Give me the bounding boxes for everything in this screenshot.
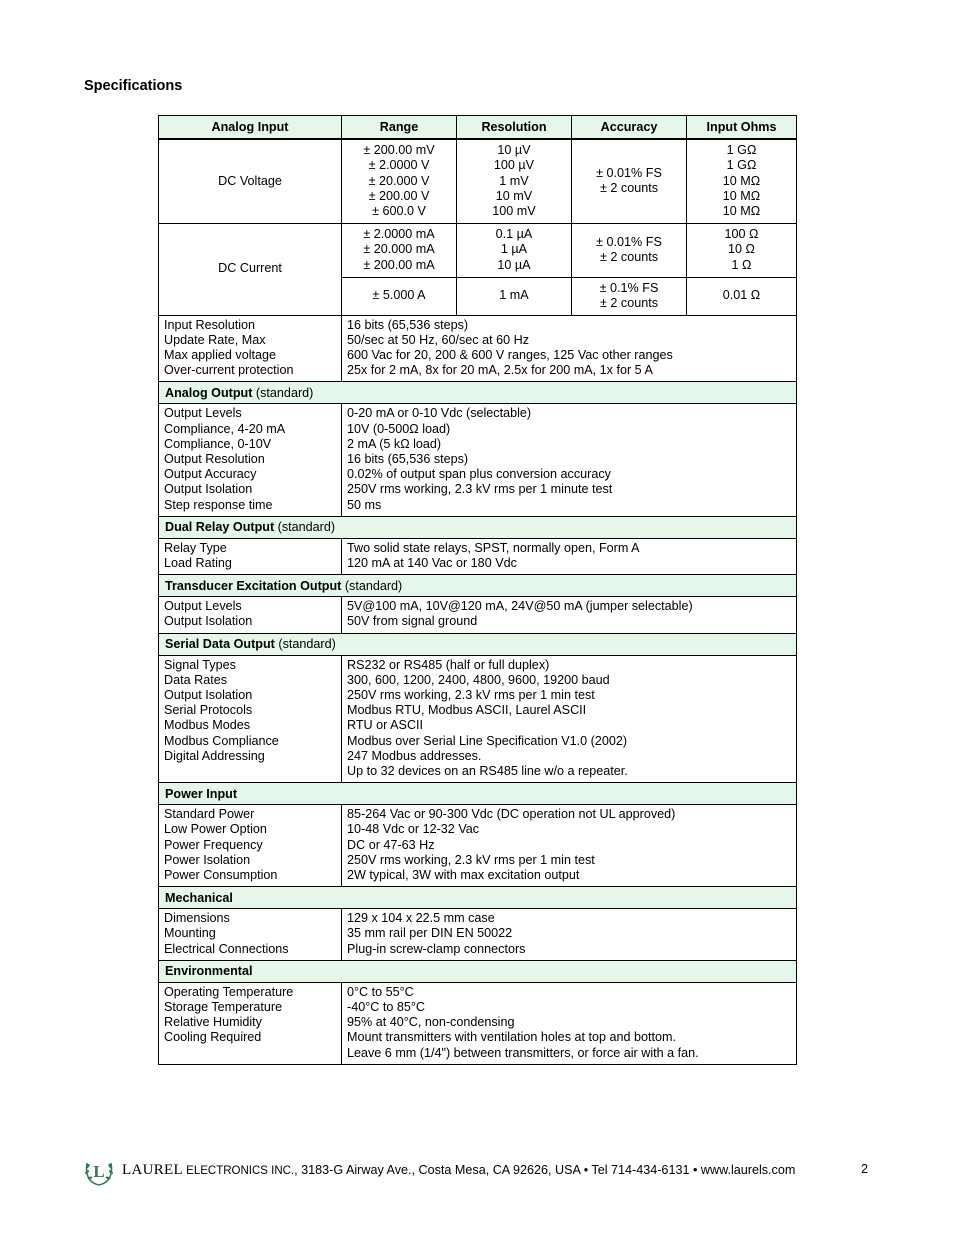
cell-line: 50/sec at 50 Hz, 60/sec at 60 Hz — [347, 332, 530, 347]
cell-line: Two solid state relays, SPST, normally open, Form A — [347, 540, 640, 555]
table-header-row — [159, 116, 797, 140]
dc-current-5a-accuracy — [572, 277, 687, 315]
analog-output-row — [159, 404, 797, 516]
dc-current-5a-range: ± 5.000 A — [342, 277, 457, 315]
page-title: Specifications — [84, 78, 183, 94]
cell-line: 95% at 40°C, non-condensing — [347, 1015, 515, 1030]
dc-voltage-row — [159, 139, 797, 223]
excitation-labels — [159, 597, 342, 633]
header-input-ohms: Input Ohms — [687, 116, 797, 140]
footer-brand: LAUREL — [122, 1162, 183, 1178]
cell-line: ± 0.01% FS — [596, 166, 662, 181]
cell-line: Compliance, 4-20 mA — [164, 421, 286, 436]
cell-line: ± 600.0 V — [372, 204, 426, 219]
analog-output-labels — [159, 404, 342, 516]
cell-line: 50V from signal ground — [347, 614, 478, 629]
cell-line: 100 Ω — [724, 227, 759, 242]
cell-line: 10 MΩ — [722, 204, 761, 219]
cell-line: Cooling Required — [164, 1030, 262, 1045]
specifications-table — [158, 115, 797, 1065]
cell-line: 1 µA — [500, 242, 528, 257]
excitation-values — [342, 597, 797, 633]
analog-output-heading: Analog Output (standard) — [159, 382, 797, 404]
cell-line: 10 µV — [497, 143, 531, 158]
cell-line: Storage Temperature — [164, 1000, 283, 1014]
header-analog-input: Analog Input — [159, 116, 342, 140]
cell-line: 100 µV — [493, 158, 535, 173]
mechanical-values — [342, 909, 797, 961]
cell-line: 129 x 104 x 22.5 mm case — [347, 911, 495, 926]
footer-company: ELECTRONICS INC. — [182, 1165, 295, 1177]
power-labels — [159, 805, 342, 887]
cell-line: RTU or ASCII — [347, 718, 424, 733]
cell-line: Modbus Modes — [164, 718, 251, 733]
header-range: Range — [342, 116, 457, 140]
cell-line: 10-48 Vdc or 12-32 Vac — [347, 822, 480, 837]
dc-voltage-resolution — [457, 139, 572, 223]
cell-line: Mount transmitters with ventilation holes at top and bottom. — [347, 1030, 677, 1045]
cell-line: ± 0.1% FS — [599, 280, 659, 295]
cell-line: 1 GΩ — [726, 143, 757, 158]
dc-current-5a-ohms: 0.01 Ω — [687, 277, 797, 315]
cell-line: ± 200.00 mA — [363, 257, 435, 272]
environmental-row — [159, 982, 797, 1064]
footer-website-link[interactable]: www.laurels.com — [697, 1163, 796, 1177]
mechanical-heading-row — [159, 887, 797, 909]
cell-line: 10 MΩ — [722, 173, 761, 188]
cell-line: 10 MΩ — [722, 188, 761, 203]
cell-line: 1 GΩ — [726, 158, 757, 173]
cell-line: Update Rate, Max — [164, 332, 266, 347]
relay-row — [159, 538, 797, 574]
cell-line: 0.1 µA — [495, 227, 533, 242]
mechanical-heading: Mechanical — [159, 887, 797, 909]
cell-line: Relative Humidity — [164, 1015, 262, 1030]
footer-address: , 3183-G Airway Ave., Costa Mesa, CA 92626, USA — [294, 1163, 584, 1177]
cell-line: Modbus RTU, Modbus ASCII, Laurel ASCII — [347, 703, 587, 718]
cell-line: 25x for 2 mA, 8x for 20 mA, 2.5x for 200 mA, 1x for 5 A — [347, 363, 653, 378]
cell-line: Operating Temperature — [164, 984, 294, 999]
cell-line: Serial Protocols — [164, 703, 253, 718]
cell-line: 250V rms working, 2.3 kV rms per 1 minute test — [347, 482, 613, 497]
cell-line: Input Resolution — [164, 317, 256, 332]
cell-line: Output Resolution — [164, 451, 265, 466]
cell-line: Standard Power — [164, 807, 255, 822]
cell-line: 16 bits (65,536 steps) — [347, 317, 469, 332]
input-misc-row — [159, 315, 797, 382]
mechanical-row — [159, 909, 797, 961]
power-row — [159, 805, 797, 887]
cell-line: Low Power Option — [164, 822, 267, 837]
footer-contact — [122, 1162, 795, 1179]
cell-line: 0-20 mA or 0-10 Vdc (selectable) — [347, 406, 532, 421]
cell-line: Output Accuracy — [164, 467, 257, 482]
power-heading: Power Input — [159, 783, 797, 805]
cell-line: 247 Modbus addresses. — [347, 748, 482, 763]
environmental-values — [342, 982, 797, 1064]
dc-current-label: DC Current — [159, 223, 342, 315]
cell-line: ± 200.00 mV — [363, 143, 435, 158]
serial-row — [159, 655, 797, 783]
header-accuracy: Accuracy — [572, 116, 687, 140]
cell-line: Output Levels — [164, 599, 242, 614]
cell-line: Up to 32 devices on an RS485 line w/o a repeater. — [347, 763, 628, 778]
excitation-heading-row — [159, 575, 797, 597]
dc-current-5a-resolution: 1 mA — [457, 277, 572, 315]
cell-line: ± 2 counts — [599, 296, 659, 310]
excitation-heading: Transducer Excitation Output (standard) — [159, 575, 797, 597]
cell-line: 2 mA (5 kΩ load) — [347, 436, 442, 451]
cell-line: Leave 6 mm (1/4") between transmitters, or force air with a fan. — [347, 1045, 699, 1060]
analog-output-values — [342, 404, 797, 516]
analog-output-heading-row — [159, 382, 797, 404]
cell-line: 10 µA — [497, 257, 531, 272]
cell-line: 250V rms working, 2.3 kV rms per 1 min test — [347, 852, 595, 867]
environmental-heading-row — [159, 960, 797, 982]
cell-line: Relay Type — [164, 540, 227, 555]
dc-voltage-accuracy — [572, 139, 687, 223]
environmental-labels — [159, 982, 342, 1064]
svg-text:L: L — [93, 1162, 105, 1181]
cell-line: 600 Vac for 20, 200 & 600 V ranges, 125 Vac other ranges — [347, 347, 673, 362]
relay-heading-row — [159, 516, 797, 538]
footer-bullet-2: • — [692, 1163, 698, 1177]
cell-line: Modbus Compliance — [164, 733, 279, 748]
cell-line: 250V rms working, 2.3 kV rms per 1 min test — [347, 687, 595, 702]
cell-line: Signal Types — [164, 657, 236, 672]
page-number: 2 — [861, 1162, 869, 1176]
cell-line: RS232 or RS485 (half or full duplex) — [347, 657, 550, 672]
cell-line: -40°C to 85°C — [347, 1000, 425, 1014]
cell-line: 0°C to 55°C — [347, 984, 414, 999]
cell-line: Output Isolation — [164, 614, 253, 629]
cell-line: Digital Addressing — [164, 748, 265, 763]
cell-line: 16 bits (65,536 steps) — [347, 451, 469, 466]
power-values — [342, 805, 797, 887]
laurel-logo-icon — [82, 1154, 116, 1188]
cell-line: ± 2 counts — [599, 181, 659, 196]
power-heading-row — [159, 783, 797, 805]
serial-heading-row — [159, 633, 797, 655]
cell-line: 10V (0-500Ω load) — [347, 421, 451, 436]
cell-line: 85-264 Vac or 90-300 Vdc (DC operation not UL approved) — [347, 807, 676, 822]
cell-line: 2W typical, 3W with max excitation output — [347, 867, 580, 882]
serial-labels — [159, 655, 342, 783]
cell-line: ± 200.00 V — [368, 188, 430, 203]
cell-line: Output Isolation — [164, 482, 253, 497]
cell-line: 10 mV — [495, 188, 533, 203]
input-misc-labels — [159, 315, 342, 382]
cell-line: Electrical Connections — [164, 941, 289, 956]
dc-current-row — [159, 223, 797, 277]
cell-line: ± 2 counts — [599, 250, 659, 264]
cell-line: ± 0.01% FS — [596, 234, 662, 249]
cell-line: Max applied voltage — [164, 347, 277, 362]
cell-line: Compliance, 0-10V — [164, 436, 272, 451]
relay-labels — [159, 538, 342, 574]
cell-line: Plug-in screw-clamp connectors — [347, 941, 526, 956]
dc-voltage-label: DC Voltage — [159, 139, 342, 223]
cell-line: Power Consumption — [164, 867, 278, 882]
cell-line: Load Rating — [164, 555, 232, 570]
cell-line: 5V@100 mA, 10V@120 mA, 24V@50 mA (jumper selectable) — [347, 599, 693, 614]
cell-line: 300, 600, 1200, 2400, 4800, 9600, 19200 baud — [347, 672, 610, 687]
cell-line: 1 Ω — [731, 257, 752, 272]
dc-current-ohms — [687, 223, 797, 277]
cell-line: 120 mA at 140 Vac or 180 Vdc — [347, 555, 517, 570]
cell-line: ± 2.0000 V — [368, 158, 430, 173]
footer-bullet-1: • — [583, 1163, 589, 1177]
cell-line: Dimensions — [164, 911, 230, 926]
dc-current-resolution — [457, 223, 572, 277]
cell-line: 10 Ω — [728, 242, 755, 257]
cell-line: Mounting — [164, 926, 216, 941]
excitation-row — [159, 597, 797, 633]
cell-line: 1 mV — [499, 173, 529, 188]
cell-line: Power Isolation — [164, 852, 251, 867]
cell-line: Modbus over Serial Line Specification V1.0 (2002) — [347, 733, 628, 748]
relay-heading: Dual Relay Output (standard) — [159, 516, 797, 538]
dc-current-range — [342, 223, 457, 277]
cell-line: ± 20.000 mA — [363, 242, 435, 257]
cell-line: Step response time — [164, 497, 273, 512]
dc-voltage-ohms — [687, 139, 797, 223]
relay-values — [342, 538, 797, 574]
cell-line: DC or 47-63 Hz — [347, 837, 435, 852]
dc-voltage-range — [342, 139, 457, 223]
cell-line: 100 mV — [492, 204, 536, 219]
cell-line: 50 ms — [347, 497, 382, 512]
environmental-heading: Environmental — [159, 960, 797, 982]
cell-line: ± 2.0000 mA — [363, 227, 435, 242]
cell-line: Output Levels — [164, 406, 242, 421]
dc-current-accuracy — [572, 223, 687, 277]
cell-line: Data Rates — [164, 672, 227, 687]
page-footer — [82, 1154, 882, 1188]
mechanical-labels — [159, 909, 342, 961]
footer-phone: Tel 714-434-6131 — [588, 1163, 693, 1177]
cell-line: Output Isolation — [164, 687, 253, 702]
input-misc-values — [342, 315, 797, 382]
serial-heading: Serial Data Output (standard) — [159, 633, 797, 655]
cell-line: 0.02% of output span plus conversion accuracy — [347, 467, 611, 482]
cell-line: 35 mm rail per DIN EN 50022 — [347, 926, 513, 941]
cell-line: ± 20.000 V — [368, 173, 430, 188]
cell-line: Over-current protection — [164, 363, 294, 378]
header-resolution: Resolution — [457, 116, 572, 140]
serial-values — [342, 655, 797, 783]
cell-line: Power Frequency — [164, 837, 263, 852]
